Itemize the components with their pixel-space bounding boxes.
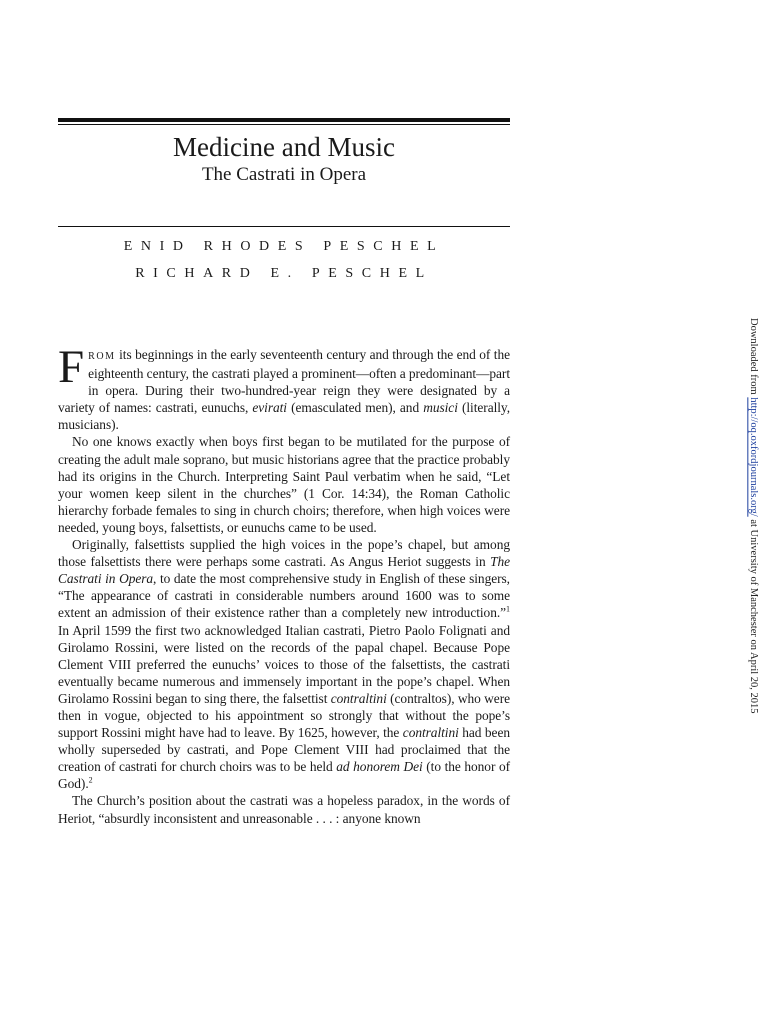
journal-link[interactable]: http://oq.oxfordjournals.org/ xyxy=(748,397,759,517)
title-divider xyxy=(58,226,510,227)
paragraph-1-text-2: (emasculated men), and xyxy=(286,400,424,416)
small-caps-lead: ROM xyxy=(88,351,116,362)
paragraph-1-text-3: (literally, musicians). xyxy=(58,400,510,433)
paragraph-3-text-5: had been wholly superseded by castrati, and Pope Clement VIII had proclaimed that the creation of castrati for church choirs was to be held xyxy=(58,725,510,775)
paragraph-1 xyxy=(58,341,510,433)
book-title: The Castrati in Opera xyxy=(58,554,510,587)
top-rule-thick xyxy=(58,118,510,122)
footnote-ref-2[interactable]: 2 xyxy=(88,775,93,785)
paragraph-2: No one knows exactly when boys first began to be mutilated for the purpose of creating the adult male soprano, but music historians agree that the practice probably had its origins in the Church. Interpreting Saint Paul verbatim when he said, “Let your women keep silent in the churches” (1 Cor. 14:34), the Roman Catholic hierarchy forbade females to sing in church choirs; therefore, when high voices were needed, young boys, falsettists, or eunuchs came to be used. xyxy=(58,434,510,535)
watermark-prefix: Downloaded from xyxy=(748,318,759,398)
term-contraltini-1: contraltini xyxy=(330,690,387,706)
term-ad-honorem-dei: ad honorem Dei xyxy=(336,759,423,775)
paragraph-4: The Church’s position about the castrati was a hopeless paradox, in the words of Heriot, “absurdly inconsistent and unreasonable . . . : anyone known xyxy=(58,793,510,826)
drop-cap: F xyxy=(58,341,85,393)
author-2: RICHARD E. PESCHEL xyxy=(135,266,433,281)
article-title: Medicine and Music xyxy=(173,132,395,162)
top-rule-thin xyxy=(58,124,510,125)
watermark-suffix: at University of Manchester on April 20, 2015 xyxy=(748,516,759,714)
paragraph-3-text-1: Originally, falsettists supplied the high voices in the pope’s chapel, but among those falsettists there were perhaps some castrati. As Angus Heriot suggests in xyxy=(58,537,510,570)
term-contraltini-2: contraltini xyxy=(402,725,459,741)
article-subtitle: The Castrati in Opera xyxy=(201,164,367,185)
paragraph-3-text-3: In April 1599 the first two acknowledged Italian castrati, Pietro Paolo Folignati and Girolamo Rossini, were listed on the records of the papal chapel. Because Pope Clement VIII preferred the eunuchs’ voices to those of the falsettists, the castrati eventually became numerous and immensely important in the pope’s chapel. When Girolamo Rossini began to sing there, the falsettist xyxy=(58,622,510,706)
footnote-ref-1[interactable]: 1 xyxy=(506,604,510,614)
paragraph-3-text-4: (contraltos), who were then in vogue, objected to his appointment so strongly that without the pope’s support Rossini might have had to leave. By 1625, however, the xyxy=(58,690,510,741)
download-watermark xyxy=(745,318,761,718)
article-body xyxy=(58,341,510,827)
paragraph-1-text: its beginnings in the early seventeenth century and through the end of the eighteenth century, the castrati played a prominent—often a predominant—part in opera. During their two-hundred-year reign they were designated by a variety of names: castrati, eunuchs, xyxy=(58,347,510,416)
paragraph-3-text-2: , to date the most comprehensive study in English of these singers, “The appearance of castrati in considerable numbers around 1600 was to some extent an admission of their existence rather than a completely new introduction.” xyxy=(58,571,510,621)
term-musici: musici xyxy=(423,400,458,416)
author-1: ENID RHODES PESCHEL xyxy=(123,239,445,254)
paragraph-3-text-6: (to the honor of God). xyxy=(58,759,510,792)
paragraph-3 xyxy=(58,536,510,792)
term-evirati: evirati xyxy=(252,400,287,416)
